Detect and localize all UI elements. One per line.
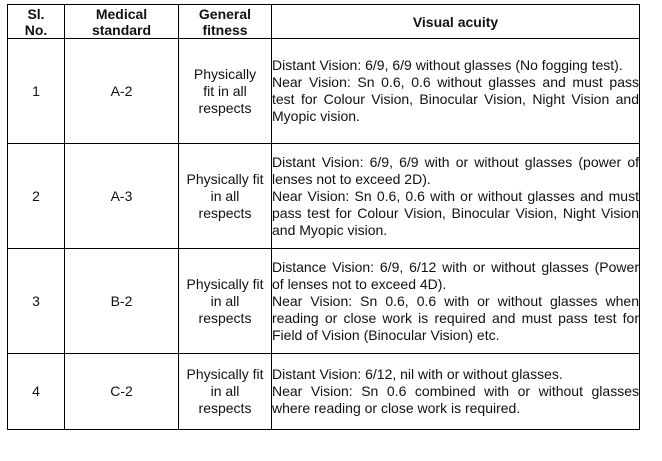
distance-vision-text: Distance Vision: 6/9, 6/12 with or without glasses (Power of lenses not to exceed 4D). [272, 258, 639, 292]
fitness-line: in all [210, 187, 240, 204]
near-vision-text: Near Vision: Sn 0.6, 0.6 with or without glasses and must pass test for Colour Vision, Binocular Vision, Night Vision and Myopic vision. [272, 187, 639, 238]
fitness-line: respects [198, 99, 252, 116]
fitness-line: fit in all [203, 82, 247, 99]
near-vision-text: Near Vision: Sn 0.6 combined with or without glasses where reading or close work is required. [272, 383, 639, 416]
distant-vision-text: Distant Vision: 6/9, 6/9 without glasses (No fogging test). [272, 57, 623, 73]
header-medical-standard-line-2: standard [91, 21, 152, 38]
header-row [8, 5, 640, 39]
fitness-line: in all [210, 292, 240, 309]
cell-sl-no: 1 [8, 39, 65, 144]
fitness-line: Physically fit [186, 275, 264, 292]
header-general-fitness [179, 5, 272, 39]
table-row [8, 144, 640, 249]
cell-general-fitness [179, 144, 272, 249]
header-general-fitness-line-2: fitness [202, 21, 248, 38]
distant-vision-text: Distant Vision: 6/12, nil with or without glasses. [272, 366, 563, 382]
table-row [8, 39, 640, 144]
fitness-line: respects [198, 204, 252, 221]
header-sl-no [8, 5, 65, 39]
cell-medical-standard: A-3 [65, 144, 179, 249]
header-medical-standard [65, 5, 179, 39]
header-general-fitness-line-1: General [198, 5, 252, 22]
cell-visual-acuity [272, 39, 640, 144]
cell-visual-acuity [272, 144, 640, 249]
fitness-line: Physically fit [186, 366, 264, 382]
cell-medical-standard: A-2 [65, 39, 179, 144]
table-row [8, 354, 640, 430]
header-visual-acuity: Visual acuity [272, 5, 640, 39]
near-vision-text: Near Vision: Sn 0.6, 0.6 without glasses and must pass test for Colour Vision, Binocular Vision, Night Vision and Myopic vision. [272, 74, 639, 124]
cell-medical-standard: B-2 [65, 249, 179, 354]
cell-visual-acuity [272, 249, 640, 354]
fitness-line: Physically fit [186, 170, 264, 187]
cell-sl-no: 4 [8, 354, 65, 430]
cell-general-fitness [179, 249, 272, 354]
cell-sl-no: 3 [8, 249, 65, 354]
cell-general-fitness [179, 39, 272, 144]
medical-standards-table [7, 4, 640, 430]
fitness-line: Physically [193, 65, 257, 82]
table-row [8, 249, 640, 354]
header-medical-standard-line-1: Medical [95, 5, 148, 22]
fitness-line: respects [198, 400, 252, 416]
cell-sl-no: 2 [8, 144, 65, 249]
header-sl-no-line-1: Sl. [27, 5, 45, 22]
cell-visual-acuity [272, 354, 640, 430]
header-sl-no-line-2: No. [24, 21, 48, 38]
cell-general-fitness [179, 354, 272, 430]
distant-vision-text: Distant Vision: 6/9, 6/9 with or without glasses (power of lenses not to exceed 2D). [272, 153, 639, 187]
fitness-line: respects [198, 309, 252, 326]
cell-medical-standard: C-2 [65, 354, 179, 430]
fitness-line: in all [210, 383, 240, 399]
near-vision-text: Near Vision: Sn 0.6, 0.6 with or without glasses when reading or close work is required and must pass test for Field of Vision (Binocular Vision) etc. [272, 292, 639, 343]
